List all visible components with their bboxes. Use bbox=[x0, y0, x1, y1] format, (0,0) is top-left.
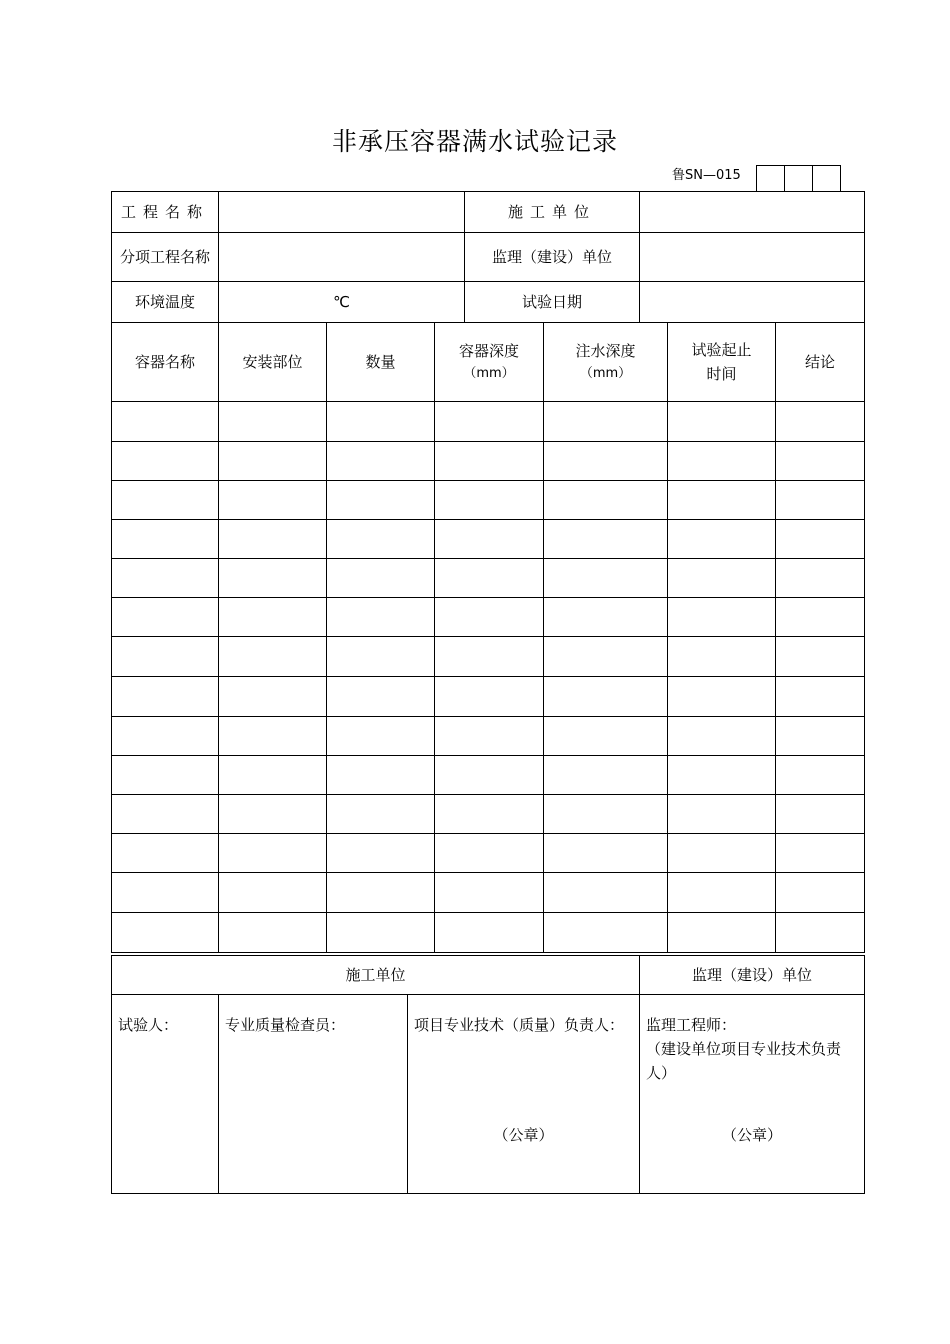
table-cell[interactable] bbox=[668, 598, 776, 637]
table-cell[interactable] bbox=[435, 442, 544, 481]
table-cell[interactable] bbox=[435, 756, 544, 795]
table-cell[interactable] bbox=[219, 795, 327, 834]
table-cell[interactable] bbox=[544, 756, 668, 795]
table-cell[interactable] bbox=[112, 520, 219, 559]
col-fill-depth-unit: （mm） bbox=[579, 366, 632, 381]
table-cell[interactable] bbox=[327, 717, 435, 756]
table-cell[interactable] bbox=[435, 834, 544, 873]
table-cell[interactable] bbox=[112, 637, 219, 677]
table-row bbox=[112, 834, 865, 873]
table-row bbox=[112, 402, 865, 442]
table-cell[interactable] bbox=[327, 637, 435, 677]
supervisor-label: 监理工程师： bbox=[646, 1016, 737, 1034]
tester-label: 试验人： bbox=[118, 1016, 179, 1034]
table-cell[interactable] bbox=[776, 873, 865, 913]
table-cell[interactable] bbox=[776, 834, 865, 873]
table-cell[interactable] bbox=[219, 873, 327, 913]
table-cell[interactable] bbox=[112, 873, 219, 913]
col-container-name: 容器名称 bbox=[112, 323, 219, 402]
table-cell[interactable] bbox=[668, 520, 776, 559]
col-install-location: 安装部位 bbox=[219, 323, 327, 402]
supervision-unit-label: 监理（建设）单位 bbox=[465, 233, 640, 282]
form-title: 非承压容器满水试验记录 bbox=[331, 127, 618, 156]
table-row bbox=[112, 559, 865, 598]
col-quantity: 数量 bbox=[327, 323, 435, 402]
code-box[interactable] bbox=[784, 165, 813, 192]
table-cell[interactable] bbox=[112, 717, 219, 756]
table-cell[interactable] bbox=[112, 756, 219, 795]
table-cell[interactable] bbox=[776, 598, 865, 637]
table-cell[interactable] bbox=[112, 442, 219, 481]
table-cell[interactable] bbox=[668, 834, 776, 873]
table-cell[interactable] bbox=[668, 756, 776, 795]
test-date-field[interactable] bbox=[640, 282, 865, 323]
project-name-field[interactable] bbox=[219, 192, 465, 233]
table-cell[interactable] bbox=[219, 756, 327, 795]
table-cell[interactable] bbox=[435, 717, 544, 756]
table-row bbox=[112, 677, 865, 717]
table-cell[interactable] bbox=[776, 559, 865, 598]
table-cell[interactable] bbox=[327, 756, 435, 795]
col-container-depth-label: 容器深度 bbox=[458, 342, 519, 360]
table-cell[interactable] bbox=[435, 481, 544, 520]
table-cell[interactable] bbox=[112, 913, 219, 953]
table-cell[interactable] bbox=[544, 442, 668, 481]
table-cell[interactable] bbox=[668, 402, 776, 442]
table-cell[interactable] bbox=[219, 677, 327, 717]
tech-leader-cell[interactable] bbox=[408, 995, 640, 1194]
col-container-depth bbox=[435, 323, 544, 402]
footer-construction-unit: 施工单位 bbox=[112, 956, 640, 995]
table-row bbox=[112, 637, 865, 677]
footer-supervision-unit: 监理（建设）单位 bbox=[640, 956, 865, 995]
table-cell[interactable] bbox=[219, 913, 327, 953]
table-cell[interactable] bbox=[776, 913, 865, 953]
table-cell[interactable] bbox=[112, 402, 219, 442]
col-fill-depth bbox=[544, 323, 668, 402]
supervisor-cell[interactable] bbox=[640, 995, 865, 1194]
table-row bbox=[112, 913, 865, 953]
table-cell[interactable] bbox=[776, 677, 865, 717]
col-container-depth-unit: （mm） bbox=[463, 366, 515, 381]
table-cell[interactable] bbox=[327, 677, 435, 717]
table-cell[interactable] bbox=[544, 913, 668, 953]
table-cell[interactable] bbox=[327, 873, 435, 913]
table-cell[interactable] bbox=[435, 520, 544, 559]
table-cell[interactable] bbox=[219, 717, 327, 756]
seal-label: （公章） bbox=[722, 1126, 783, 1144]
table-cell[interactable] bbox=[219, 481, 327, 520]
table-cell[interactable] bbox=[327, 559, 435, 598]
ambient-temp-field[interactable] bbox=[219, 282, 465, 323]
code-box[interactable] bbox=[812, 165, 841, 192]
table-cell[interactable] bbox=[544, 677, 668, 717]
table-cell[interactable] bbox=[435, 598, 544, 637]
tester-cell[interactable] bbox=[112, 995, 219, 1194]
table-cell[interactable] bbox=[668, 717, 776, 756]
table-cell[interactable] bbox=[327, 481, 435, 520]
table-cell[interactable] bbox=[435, 795, 544, 834]
table-cell[interactable] bbox=[435, 677, 544, 717]
table-cell[interactable] bbox=[112, 795, 219, 834]
table-cell[interactable] bbox=[544, 873, 668, 913]
construction-unit-field[interactable] bbox=[640, 192, 865, 233]
table-row bbox=[112, 873, 865, 913]
table-cell[interactable] bbox=[327, 402, 435, 442]
table-cell[interactable] bbox=[112, 677, 219, 717]
table-cell[interactable] bbox=[112, 559, 219, 598]
table-cell[interactable] bbox=[219, 598, 327, 637]
table-cell[interactable] bbox=[668, 795, 776, 834]
col-fill-depth-label: 注水深度 bbox=[575, 342, 636, 360]
table-cell[interactable] bbox=[776, 717, 865, 756]
table-cell[interactable] bbox=[544, 402, 668, 442]
table-cell[interactable] bbox=[327, 442, 435, 481]
construction-unit-label: 施工单位 bbox=[465, 192, 640, 233]
table-cell[interactable] bbox=[776, 520, 865, 559]
table-cell[interactable] bbox=[327, 834, 435, 873]
table-cell[interactable] bbox=[219, 520, 327, 559]
table-cell[interactable] bbox=[435, 873, 544, 913]
column-header-row bbox=[112, 323, 865, 402]
sub-project-field[interactable] bbox=[219, 233, 465, 282]
table-row bbox=[112, 717, 865, 756]
table-cell[interactable] bbox=[327, 795, 435, 834]
ambient-temp-label: 环境温度 bbox=[112, 282, 219, 323]
table-cell[interactable] bbox=[435, 559, 544, 598]
table-row bbox=[112, 795, 865, 834]
supervision-unit-field[interactable] bbox=[640, 233, 865, 282]
table-cell[interactable] bbox=[544, 637, 668, 677]
table-cell[interactable] bbox=[112, 481, 219, 520]
form-code: 鲁SN—015 bbox=[672, 168, 741, 183]
col-test-time: 试验起止时间 bbox=[668, 323, 776, 402]
table-cell[interactable] bbox=[435, 402, 544, 442]
project-name-label: 工程名称 bbox=[112, 192, 219, 233]
table-cell[interactable] bbox=[776, 637, 865, 677]
code-box[interactable] bbox=[756, 165, 785, 192]
table-row bbox=[112, 756, 865, 795]
table-cell[interactable] bbox=[435, 913, 544, 953]
table-cell[interactable] bbox=[219, 442, 327, 481]
table-cell[interactable] bbox=[435, 637, 544, 677]
table-cell[interactable] bbox=[776, 756, 865, 795]
table-cell[interactable] bbox=[776, 481, 865, 520]
qc-inspector-cell[interactable] bbox=[219, 995, 408, 1194]
table-cell[interactable] bbox=[112, 598, 219, 637]
table-cell[interactable] bbox=[668, 559, 776, 598]
tech-leader-label: 项目专业技术（质量）负责人： bbox=[414, 1016, 625, 1034]
sub-project-label: 分项工程名称 bbox=[112, 233, 219, 282]
test-date-label: 试验日期 bbox=[465, 282, 640, 323]
table-cell[interactable] bbox=[544, 559, 668, 598]
code-boxes bbox=[757, 165, 841, 192]
table-cell[interactable] bbox=[668, 442, 776, 481]
table-cell[interactable] bbox=[668, 637, 776, 677]
table-cell[interactable] bbox=[544, 520, 668, 559]
table-cell[interactable] bbox=[776, 442, 865, 481]
table-cell[interactable] bbox=[327, 520, 435, 559]
table-cell[interactable] bbox=[219, 834, 327, 873]
col-conclusion: 结论 bbox=[776, 323, 865, 402]
table-row bbox=[112, 520, 865, 559]
table-cell[interactable] bbox=[668, 677, 776, 717]
table-cell[interactable] bbox=[776, 402, 865, 442]
table-cell[interactable] bbox=[544, 717, 668, 756]
table-cell[interactable] bbox=[112, 834, 219, 873]
header-table bbox=[111, 191, 865, 323]
test-data-table bbox=[111, 322, 865, 953]
table-cell[interactable] bbox=[544, 795, 668, 834]
table-cell[interactable] bbox=[544, 481, 668, 520]
temp-unit: ℃ bbox=[333, 293, 350, 311]
table-row bbox=[112, 481, 865, 520]
table-cell[interactable] bbox=[219, 637, 327, 677]
table-cell[interactable] bbox=[327, 598, 435, 637]
table-cell[interactable] bbox=[219, 402, 327, 442]
table-row bbox=[112, 598, 865, 637]
table-cell[interactable] bbox=[219, 559, 327, 598]
table-cell[interactable] bbox=[668, 873, 776, 913]
table-cell[interactable] bbox=[544, 834, 668, 873]
table-cell[interactable] bbox=[668, 481, 776, 520]
signature-table bbox=[111, 955, 865, 1194]
table-cell[interactable] bbox=[327, 913, 435, 953]
seal-label: （公章） bbox=[493, 1126, 554, 1144]
table-cell[interactable] bbox=[544, 598, 668, 637]
table-cell[interactable] bbox=[776, 795, 865, 834]
qc-inspector-label: 专业质量检查员： bbox=[225, 1016, 346, 1034]
table-cell[interactable] bbox=[668, 913, 776, 953]
supervisor-note: （建设单位项目专业技术负责人） bbox=[646, 1040, 842, 1082]
table-row bbox=[112, 442, 865, 481]
